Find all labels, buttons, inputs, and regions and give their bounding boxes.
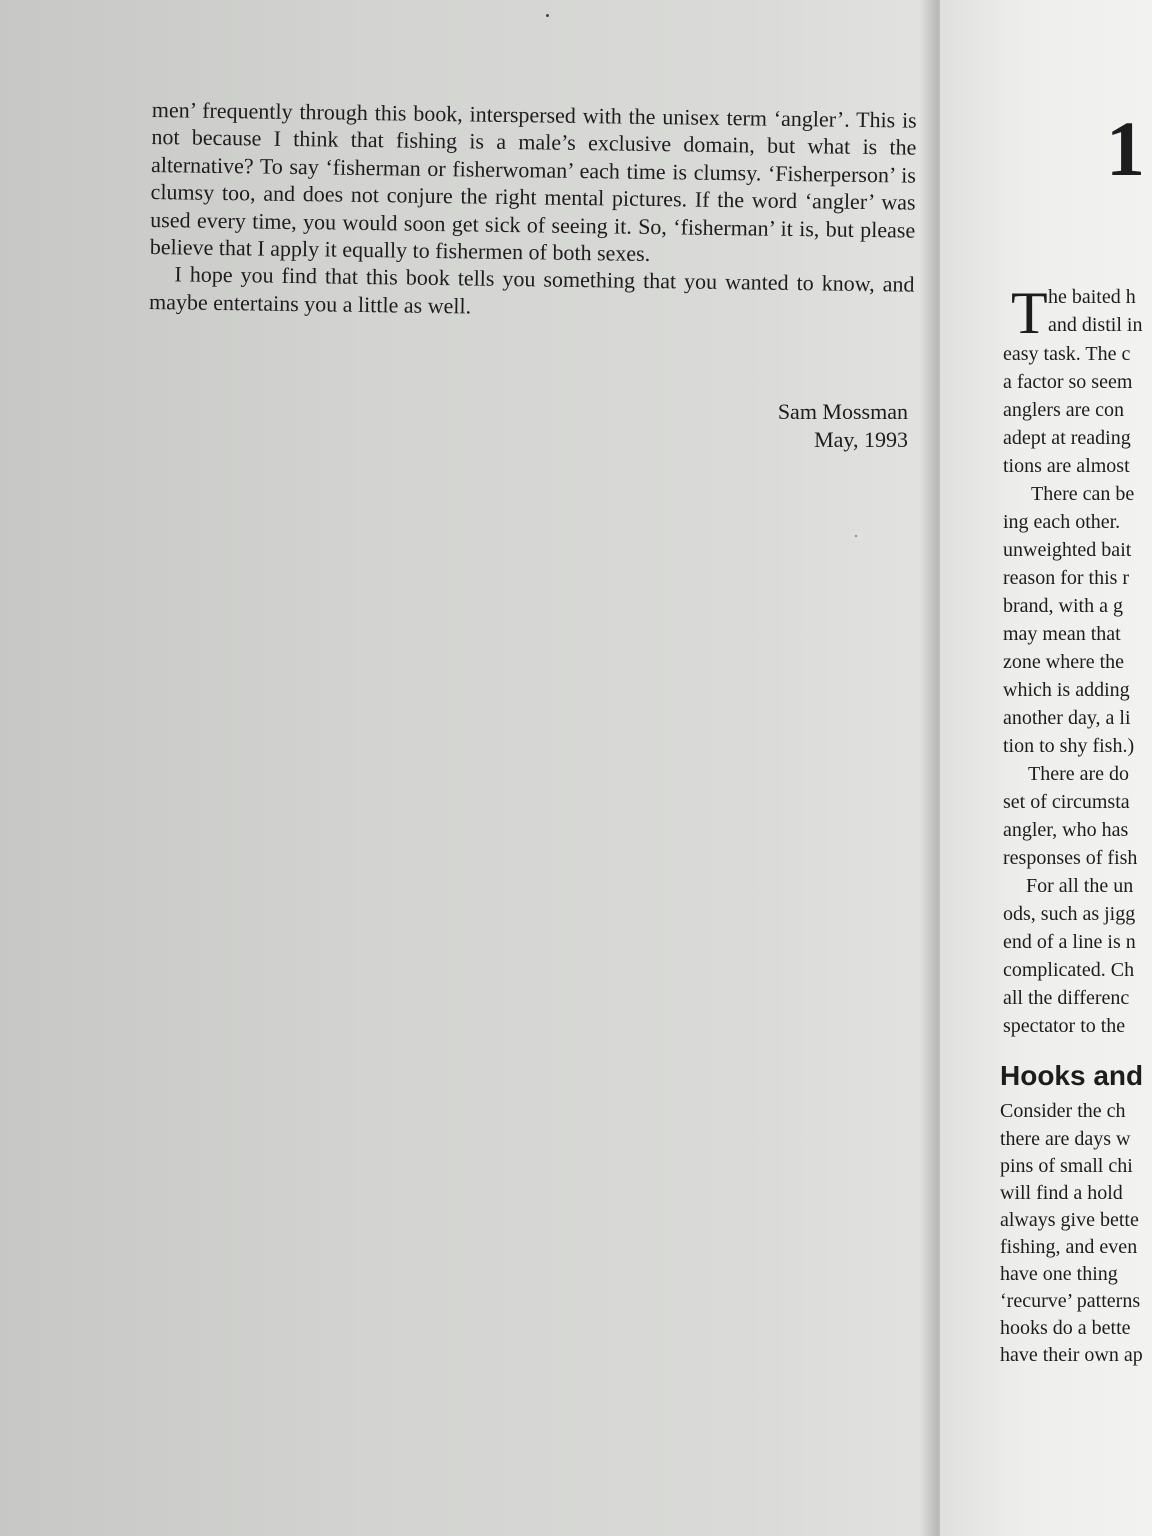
text-line: zone where the — [1003, 651, 1125, 673]
text-line: complicated. Ch — [1003, 959, 1135, 981]
text-line: There can be — [1031, 483, 1135, 505]
text-line: ing each other. — [1003, 511, 1121, 533]
text-line: may mean that — [1003, 623, 1121, 645]
text-line: have their own ap — [1000, 1344, 1143, 1366]
text-line: adept at reading — [1003, 427, 1131, 449]
text-line: end of a line is n — [1003, 931, 1136, 953]
text-line: unweighted bait — [1003, 539, 1132, 561]
text-line: ods, such as jigg — [1003, 903, 1136, 925]
text-line: he baited h — [1048, 286, 1136, 308]
ink-speck — [546, 14, 549, 17]
text-line: reason for this r — [1003, 567, 1130, 589]
text-line: there are days w — [1000, 1128, 1131, 1150]
text-line: all the differenc — [1003, 987, 1130, 1009]
text-line: angler, who has — [1003, 819, 1129, 841]
drop-cap: T — [1011, 280, 1048, 346]
text-line: anglers are con — [1003, 399, 1125, 421]
text-line: and distil in — [1048, 314, 1143, 336]
signature-date: May, 1993 — [814, 427, 908, 452]
text-line: easy task. The c — [1003, 343, 1131, 365]
paragraph: men’ frequently through this book, interspersed with the unisex term ‘angler’. This is not because I think that fishing is a male’s exclusive domain, but what is the alternative? To say ‘fisherman or fisherwoman’ each time is clumsy. ‘Fisherperson’ is clumsy too, and does not conjure the right mental pictures. If the word ‘angler’ was used every time, you would soon get sick of seeing it. So, ‘fisherman’ it is, but please believe that I apply it equally to fishermen of both sexes. — [149, 96, 917, 267]
text-line: always give bette — [1000, 1209, 1139, 1231]
text-line: another day, a li — [1003, 707, 1131, 729]
signature-block — [600, 398, 908, 454]
ink-speck — [855, 535, 857, 537]
text-line: responses of fish — [1003, 847, 1138, 869]
text-line: have one thing — [1000, 1263, 1118, 1285]
text-line: tion to shy fish.) — [1003, 735, 1135, 757]
text-line: There are do — [1028, 763, 1130, 785]
text-line: spectator to the — [1003, 1015, 1126, 1037]
text-line: fishing, and even — [1000, 1236, 1138, 1258]
section-heading: Hooks and — [1000, 1060, 1144, 1091]
text-line: tions are almost — [1003, 455, 1130, 477]
text-line: which is adding — [1003, 679, 1130, 701]
text-line: set of circumsta — [1003, 791, 1130, 813]
text-line: hooks do a bette — [1000, 1317, 1131, 1339]
text-line: Consider the ch — [1000, 1100, 1126, 1122]
paragraph: I hope you find that this book tells you something that you wanted to know, and maybe entertains you a little as well. — [148, 261, 915, 319]
text-line: ‘recurve’ patterns — [1000, 1290, 1141, 1312]
text-line: a factor so seem — [1003, 371, 1133, 393]
author-name: Sam Mossman — [777, 399, 908, 424]
text-line: brand, with a g — [1003, 595, 1123, 617]
text-line: pins of small chi — [1000, 1155, 1133, 1177]
text-line: will find a hold — [1000, 1182, 1123, 1204]
chapter-number: 1 — [1106, 105, 1145, 192]
text-line: For all the un — [1026, 875, 1134, 897]
body-text — [149, 96, 917, 326]
